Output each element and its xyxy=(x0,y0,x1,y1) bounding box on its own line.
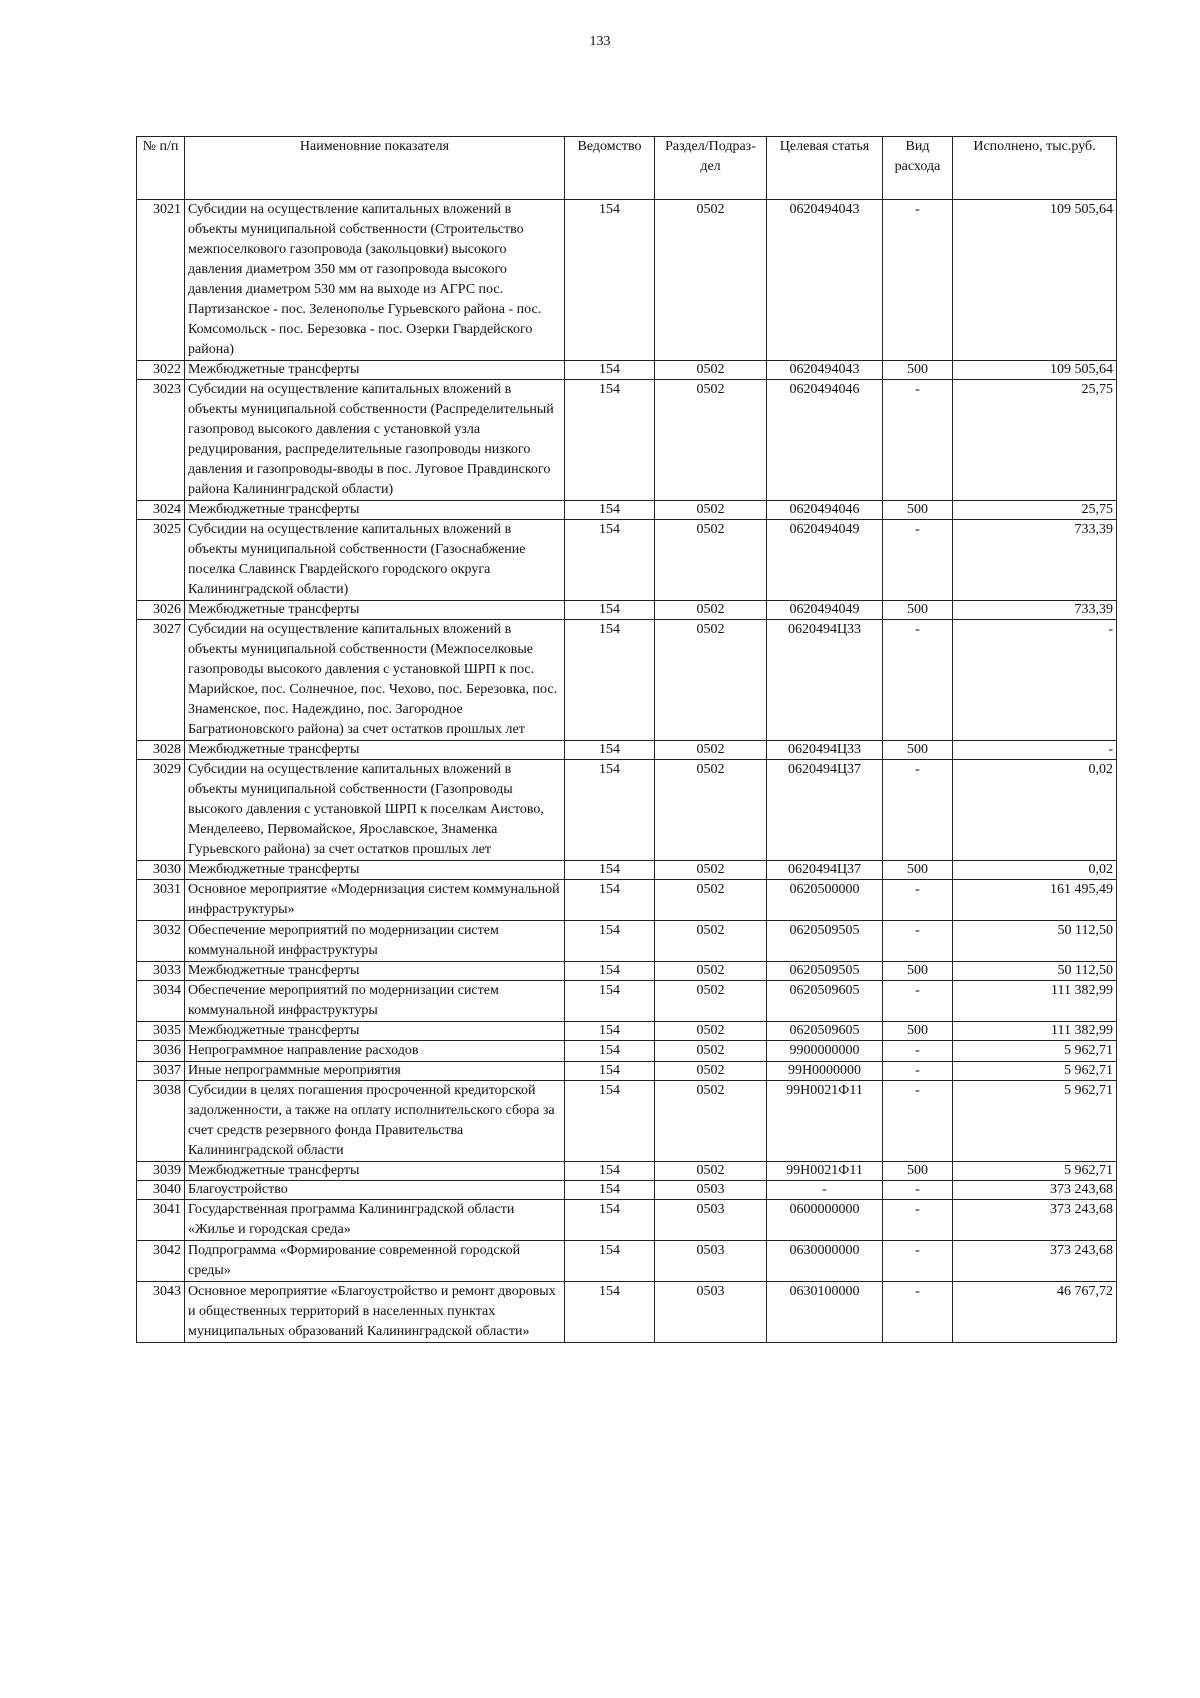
cell-no: 3026 xyxy=(137,601,185,620)
cell-name: Государственная программа Калининградской области «Жилье и городская среда» xyxy=(185,1200,565,1241)
cell-kind: - xyxy=(883,1181,953,1200)
cell-section: 0502 xyxy=(655,981,767,1022)
cell-section: 0502 xyxy=(655,962,767,981)
cell-name: Межбюджетные трансферты xyxy=(185,601,565,620)
cell-dept: 154 xyxy=(565,921,655,962)
table-row xyxy=(137,1181,1117,1200)
cell-executed: 111 382,99 xyxy=(953,981,1117,1022)
cell-section: 0502 xyxy=(655,520,767,601)
cell-no: 3031 xyxy=(137,880,185,921)
cell-section: 0502 xyxy=(655,741,767,760)
cell-target: 0620509505 xyxy=(767,962,883,981)
table-row xyxy=(137,1200,1117,1241)
cell-executed: 5 962,71 xyxy=(953,1081,1117,1162)
cell-no: 3033 xyxy=(137,962,185,981)
cell-section: 0503 xyxy=(655,1200,767,1241)
cell-executed: 25,75 xyxy=(953,501,1117,520)
table-row xyxy=(137,1241,1117,1282)
cell-dept: 154 xyxy=(565,1162,655,1181)
cell-no: 3036 xyxy=(137,1041,185,1062)
cell-no: 3029 xyxy=(137,760,185,861)
header-row xyxy=(137,137,1117,200)
cell-name: Обеспечение мероприятий по модернизации систем коммунальной инфраструктуры xyxy=(185,981,565,1022)
cell-no: 3035 xyxy=(137,1022,185,1041)
cell-executed: 46 767,72 xyxy=(953,1282,1117,1343)
cell-dept: 154 xyxy=(565,380,655,501)
cell-dept: 154 xyxy=(565,1282,655,1343)
cell-kind: - xyxy=(883,981,953,1022)
cell-executed: - xyxy=(953,741,1117,760)
cell-kind: 500 xyxy=(883,962,953,981)
cell-kind: - xyxy=(883,1062,953,1081)
cell-executed: 25,75 xyxy=(953,380,1117,501)
table-row xyxy=(137,921,1117,962)
cell-section: 0502 xyxy=(655,1062,767,1081)
table-row xyxy=(137,501,1117,520)
table-body xyxy=(137,200,1117,1343)
cell-no: 3022 xyxy=(137,361,185,380)
cell-kind: - xyxy=(883,380,953,501)
cell-name: Межбюджетные трансферты xyxy=(185,361,565,380)
header-executed: Исполнено, тыс.руб. xyxy=(953,137,1117,200)
cell-kind: 500 xyxy=(883,1022,953,1041)
cell-executed: 373 243,68 xyxy=(953,1241,1117,1282)
cell-target: 0620494Ц37 xyxy=(767,861,883,880)
cell-name: Межбюджетные трансферты xyxy=(185,501,565,520)
table-row xyxy=(137,880,1117,921)
header-name: Наименовние показателя xyxy=(185,137,565,200)
cell-name: Субсидии на осуществление капитальных вложений в объекты муниципальной собственности (Газоснабжение поселка Славинск Гвардейского городского округа Калининградской области) xyxy=(185,520,565,601)
cell-section: 0502 xyxy=(655,380,767,501)
table-row xyxy=(137,1081,1117,1162)
table-row xyxy=(137,601,1117,620)
cell-target: 0620494049 xyxy=(767,520,883,601)
table-row xyxy=(137,1041,1117,1062)
cell-no: 3021 xyxy=(137,200,185,361)
table-row xyxy=(137,741,1117,760)
cell-name: Межбюджетные трансферты xyxy=(185,1022,565,1041)
table-row xyxy=(137,1022,1117,1041)
cell-dept: 154 xyxy=(565,861,655,880)
table-row xyxy=(137,962,1117,981)
cell-executed: 0,02 xyxy=(953,861,1117,880)
cell-target: 99Н0000000 xyxy=(767,1062,883,1081)
cell-target: 0630000000 xyxy=(767,1241,883,1282)
header-no: № п/п xyxy=(137,137,185,200)
cell-executed: 5 962,71 xyxy=(953,1062,1117,1081)
cell-name: Обеспечение мероприятий по модернизации систем коммунальной инфраструктуры xyxy=(185,921,565,962)
cell-no: 3030 xyxy=(137,861,185,880)
cell-name: Межбюджетные трансферты xyxy=(185,962,565,981)
cell-no: 3041 xyxy=(137,1200,185,1241)
cell-target: 0620494046 xyxy=(767,501,883,520)
cell-executed: 50 112,50 xyxy=(953,962,1117,981)
table-row xyxy=(137,760,1117,861)
page-number: 133 xyxy=(589,34,611,49)
cell-executed: 733,39 xyxy=(953,601,1117,620)
cell-executed: 109 505,64 xyxy=(953,361,1117,380)
cell-kind: - xyxy=(883,520,953,601)
cell-dept: 154 xyxy=(565,1022,655,1041)
cell-kind: 500 xyxy=(883,1162,953,1181)
header-target: Целевая статья xyxy=(767,137,883,200)
cell-executed: 373 243,68 xyxy=(953,1200,1117,1241)
cell-target: 0620509605 xyxy=(767,1022,883,1041)
cell-no: 3028 xyxy=(137,741,185,760)
cell-dept: 154 xyxy=(565,361,655,380)
header-dept: Ведомство xyxy=(565,137,655,200)
cell-executed: 50 112,50 xyxy=(953,921,1117,962)
cell-name: Подпрограмма «Формирование современной городской среды» xyxy=(185,1241,565,1282)
cell-section: 0502 xyxy=(655,620,767,741)
cell-dept: 154 xyxy=(565,601,655,620)
table-row xyxy=(137,861,1117,880)
cell-name: Основное мероприятие «Модернизация систем коммунальной инфраструктуры» xyxy=(185,880,565,921)
cell-kind: - xyxy=(883,1241,953,1282)
cell-dept: 154 xyxy=(565,520,655,601)
cell-name: Субсидии на осуществление капитальных вложений в объекты муниципальной собственности (Строительство межпоселкового газопровода (закольцовки) высокого давления диаметром 350 мм от газопровода высокого давления диаметром 530 мм на выходе из АГРС пос. Партизанское - пос. Зеленополье Гурьевского района - пос. Комсомольск - пос. Березовка - пос. Озерки Гвардейского района) xyxy=(185,200,565,361)
cell-dept: 154 xyxy=(565,501,655,520)
cell-kind: 500 xyxy=(883,601,953,620)
cell-dept: 154 xyxy=(565,1181,655,1200)
cell-section: 0502 xyxy=(655,861,767,880)
cell-dept: 154 xyxy=(565,1081,655,1162)
cell-no: 3023 xyxy=(137,380,185,501)
cell-executed: 5 962,71 xyxy=(953,1162,1117,1181)
cell-executed: 733,39 xyxy=(953,520,1117,601)
cell-name: Субсидии в целях погашения просроченной кредиторской задолженности, а также на оплату исполнительского сбора за счет средств резервного фонда Правительства Калининградской области xyxy=(185,1081,565,1162)
cell-name: Межбюджетные трансферты xyxy=(185,741,565,760)
cell-target: 0620494043 xyxy=(767,200,883,361)
cell-section: 0502 xyxy=(655,361,767,380)
cell-no: 3025 xyxy=(137,520,185,601)
cell-kind: - xyxy=(883,921,953,962)
cell-dept: 154 xyxy=(565,880,655,921)
cell-executed: 161 495,49 xyxy=(953,880,1117,921)
cell-dept: 154 xyxy=(565,962,655,981)
cell-name: Межбюджетные трансферты xyxy=(185,861,565,880)
cell-kind: 500 xyxy=(883,361,953,380)
cell-section: 0502 xyxy=(655,601,767,620)
cell-target: 0620494046 xyxy=(767,380,883,501)
table-row xyxy=(137,200,1117,361)
cell-kind: - xyxy=(883,1200,953,1241)
cell-target: 0620494Ц33 xyxy=(767,620,883,741)
cell-target: 0600000000 xyxy=(767,1200,883,1241)
cell-dept: 154 xyxy=(565,981,655,1022)
cell-kind: 500 xyxy=(883,501,953,520)
cell-no: 3039 xyxy=(137,1162,185,1181)
cell-executed: 5 962,71 xyxy=(953,1041,1117,1062)
cell-name: Благоустройство xyxy=(185,1181,565,1200)
table-row xyxy=(137,1162,1117,1181)
cell-no: 3042 xyxy=(137,1241,185,1282)
header-section: Раздел/Подраз-дел xyxy=(655,137,767,200)
cell-dept: 154 xyxy=(565,200,655,361)
cell-dept: 154 xyxy=(565,760,655,861)
cell-name: Субсидии на осуществление капитальных вложений в объекты муниципальной собственности (Газопроводы высокого давления с установкой ШРП к поселкам Аистово, Менделеево, Первомайское, Ярославское, Знаменка Гурьевского района) за счет остатков прошлых лет xyxy=(185,760,565,861)
cell-name: Иные непрограммные мероприятия xyxy=(185,1062,565,1081)
table-row xyxy=(137,1062,1117,1081)
cell-target: 99Н0021Ф11 xyxy=(767,1081,883,1162)
cell-executed: - xyxy=(953,620,1117,741)
header-kind: Вид расхода xyxy=(883,137,953,200)
cell-target: 0620509505 xyxy=(767,921,883,962)
cell-name: Субсидии на осуществление капитальных вложений в объекты муниципальной собственности (Распределительный газопровод высокого давления с установкой узла редуцирования, распределительные газопроводы низкого давления и газопроводы-вводы в пос. Луговое Правдинского района Калининградской области) xyxy=(185,380,565,501)
cell-executed: 109 505,64 xyxy=(953,200,1117,361)
cell-target: - xyxy=(767,1181,883,1200)
cell-no: 3043 xyxy=(137,1282,185,1343)
cell-dept: 154 xyxy=(565,1241,655,1282)
table-row xyxy=(137,1282,1117,1343)
cell-kind: - xyxy=(883,1282,953,1343)
cell-kind: - xyxy=(883,200,953,361)
cell-no: 3024 xyxy=(137,501,185,520)
cell-target: 9900000000 xyxy=(767,1041,883,1062)
cell-no: 3034 xyxy=(137,981,185,1022)
cell-executed: 111 382,99 xyxy=(953,1022,1117,1041)
cell-kind: - xyxy=(883,880,953,921)
cell-target: 0620494Ц33 xyxy=(767,741,883,760)
cell-target: 0620500000 xyxy=(767,880,883,921)
cell-kind: - xyxy=(883,1081,953,1162)
cell-section: 0502 xyxy=(655,200,767,361)
cell-no: 3040 xyxy=(137,1181,185,1200)
cell-dept: 154 xyxy=(565,1200,655,1241)
cell-section: 0502 xyxy=(655,1081,767,1162)
cell-target: 0620509605 xyxy=(767,981,883,1022)
cell-kind: - xyxy=(883,760,953,861)
cell-executed: 0,02 xyxy=(953,760,1117,861)
cell-section: 0503 xyxy=(655,1241,767,1282)
cell-no: 3037 xyxy=(137,1062,185,1081)
cell-section: 0502 xyxy=(655,501,767,520)
cell-kind: 500 xyxy=(883,741,953,760)
cell-dept: 154 xyxy=(565,620,655,741)
cell-section: 0502 xyxy=(655,880,767,921)
cell-name: Межбюджетные трансферты xyxy=(185,1162,565,1181)
cell-dept: 154 xyxy=(565,1062,655,1081)
cell-section: 0503 xyxy=(655,1181,767,1200)
cell-kind: 500 xyxy=(883,861,953,880)
cell-no: 3027 xyxy=(137,620,185,741)
cell-target: 0630100000 xyxy=(767,1282,883,1343)
cell-dept: 154 xyxy=(565,1041,655,1062)
table-row xyxy=(137,520,1117,601)
cell-kind: - xyxy=(883,620,953,741)
cell-target: 0620494043 xyxy=(767,361,883,380)
table-row xyxy=(137,380,1117,501)
cell-dept: 154 xyxy=(565,741,655,760)
table-row xyxy=(137,620,1117,741)
cell-name: Субсидии на осуществление капитальных вложений в объекты муниципальной собственности (Межпоселковые газопроводы высокого давления с установкой ШРП к пос. Марийское, пос. Солнечное, пос. Чехово, пос. Березовка, пос. Знаменское, пос. Надеждино, пос. Загородное Багратионовского района) за счет остатков прошлых лет xyxy=(185,620,565,741)
cell-section: 0502 xyxy=(655,1162,767,1181)
cell-name: Основное мероприятие «Благоустройство и ремонт дворовых и общественных территорий в населенных пунктах муниципальных образований Калининградской области» xyxy=(185,1282,565,1343)
cell-section: 0502 xyxy=(655,921,767,962)
cell-target: 99Н0021Ф11 xyxy=(767,1162,883,1181)
cell-target: 0620494049 xyxy=(767,601,883,620)
cell-target: 0620494Ц37 xyxy=(767,760,883,861)
cell-name: Непрограммное направление расходов xyxy=(185,1041,565,1062)
cell-no: 3038 xyxy=(137,1081,185,1162)
cell-section: 0503 xyxy=(655,1282,767,1343)
table-row xyxy=(137,361,1117,380)
cell-section: 0502 xyxy=(655,760,767,861)
cell-kind: - xyxy=(883,1041,953,1062)
table-row xyxy=(137,981,1117,1022)
cell-section: 0502 xyxy=(655,1022,767,1041)
cell-executed: 373 243,68 xyxy=(953,1181,1117,1200)
budget-execution-table xyxy=(136,136,1117,1343)
cell-section: 0502 xyxy=(655,1041,767,1062)
cell-no: 3032 xyxy=(137,921,185,962)
